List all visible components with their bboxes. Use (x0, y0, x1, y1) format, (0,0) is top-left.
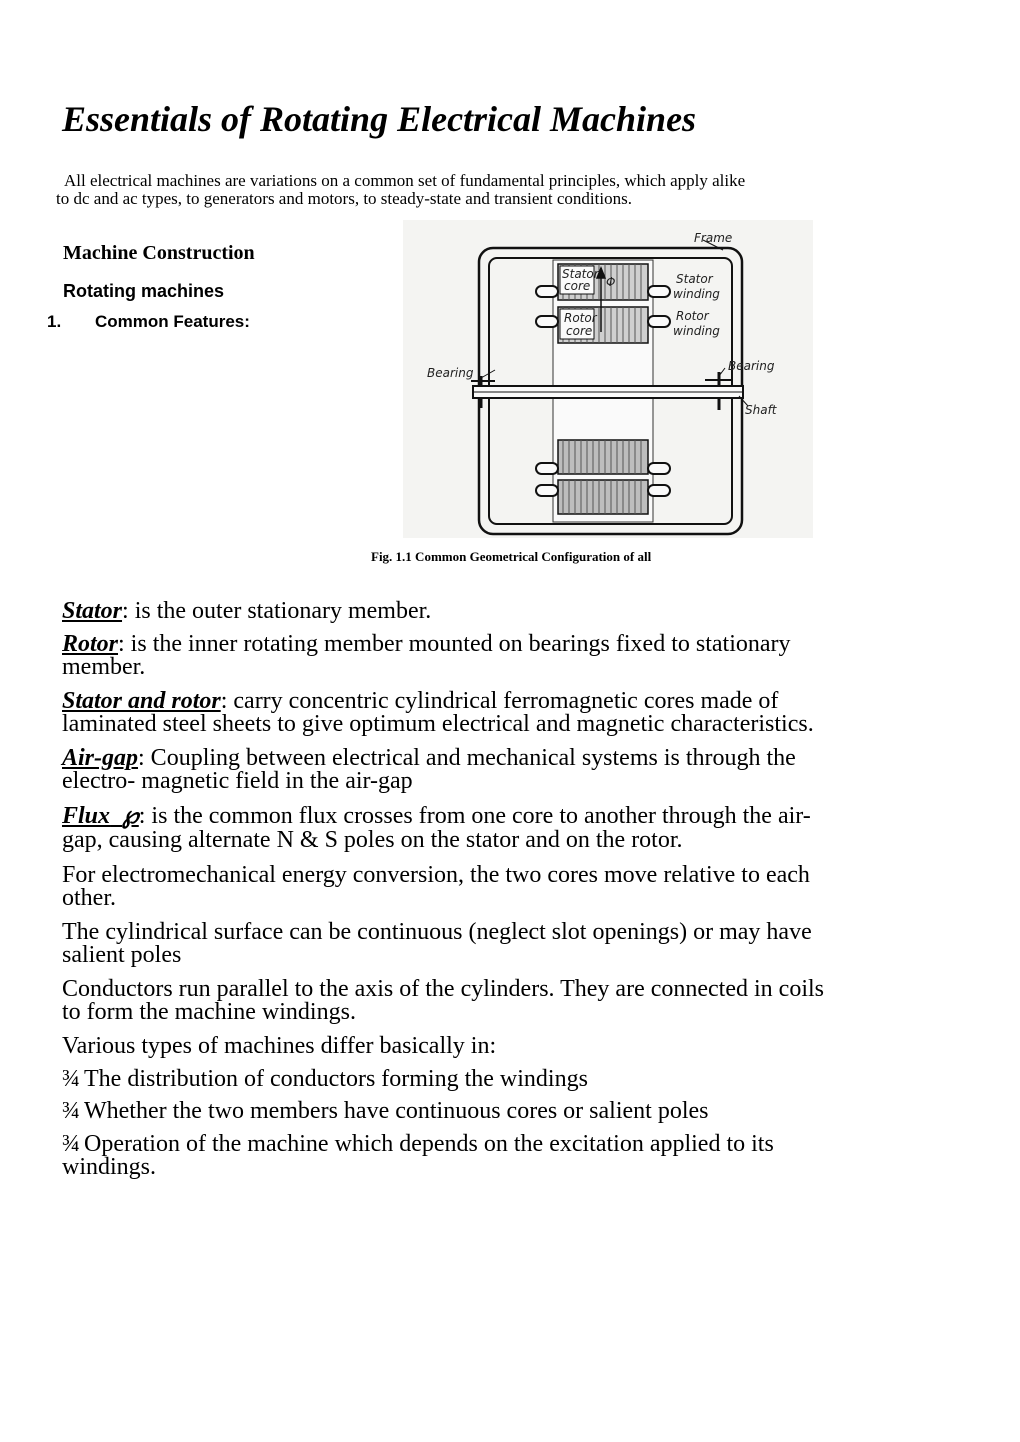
airgap-line-2: electro- magnetic field in the air-gap (62, 768, 413, 794)
machine-construction-figure (403, 220, 813, 538)
bullet-glyph: ¾ (62, 1131, 80, 1157)
flux-line-1 (62, 805, 811, 828)
rotor-term: Rotor (62, 631, 119, 657)
rotor-winding-right-bottom (648, 463, 670, 474)
airgap-term: Air-gap (62, 745, 139, 771)
rotor-winding-right (648, 316, 670, 327)
bullet-2 (62, 1100, 708, 1123)
stator-core-label-2: core (564, 279, 591, 293)
frame-label: Frame (694, 231, 733, 245)
para1-line-1: For electromechanical energy conversion, the two cores move relative to each (62, 862, 810, 888)
bullet-3-text-1: Operation of the machine which depends on the excitation applied to its (84, 1131, 774, 1157)
flux-word: Flux (62, 803, 111, 829)
stator-definition: : is the outer stationary member. (122, 598, 432, 624)
stator-winding-right-bottom (648, 485, 670, 496)
figure-caption: Fig. 1.1 Common Geometrical Configuration of all (371, 549, 652, 564)
bullet-3-line-2: windings. (62, 1154, 157, 1180)
stator-winding-right (648, 286, 670, 297)
stator-winding-left-bottom (536, 485, 558, 496)
bearing-left-label: Bearing (427, 366, 474, 380)
rotor-definition-1: : is the inner rotating member mounted on bearings fixed to stationary (118, 631, 791, 657)
para3-line-1: Conductors run parallel to the axis of the cylinders. They are connected in coils (62, 976, 824, 1002)
list-number: 1. (47, 312, 62, 331)
rotor-line-2: member. (62, 654, 146, 680)
rotor-core-label-2: core (566, 324, 593, 338)
flux-line-2: gap, causing alternate N & S poles on the stator and on the rotor. (62, 827, 683, 853)
flux-symbol: ℘ (122, 803, 139, 829)
stator-line (62, 600, 431, 623)
para1-line-2: other. (62, 885, 116, 911)
rotor-winding-label-2: winding (673, 324, 720, 338)
shaft-label: Shaft (745, 403, 777, 417)
para2-line-2: salient poles (62, 942, 182, 968)
bullet-3 (62, 1133, 774, 1156)
rotor-winding-label-1: Rotor (676, 309, 709, 323)
stator-core-label-1: Stator (562, 267, 599, 281)
page-title: Essentials of Rotating Electrical Machines (62, 99, 697, 139)
stator-winding-left (536, 286, 558, 297)
flux-term (62, 803, 139, 829)
phi-label: Φ (606, 275, 616, 289)
rotor-core-label-1: Rotor (564, 311, 597, 325)
para2-line-1: The cylindrical surface can be continuous (neglect slot openings) or may have (62, 919, 812, 945)
stator-rotor-definition-1: : carry concentric cylindrical ferromagnetic cores made of (220, 688, 779, 714)
subsection-heading: Rotating machines (63, 281, 225, 301)
section-heading: Machine Construction (63, 242, 255, 264)
bullet-1-text: The distribution of conductors forming the windings (84, 1066, 588, 1092)
rotor-line-1 (62, 633, 791, 656)
airgap-definition-1: : Coupling between electrical and mechanical systems is through the (138, 745, 796, 771)
machine-diagram (403, 220, 813, 538)
intro-line-2: to dc and ac types, to generators and motors, to steady-state and transient conditions. (56, 189, 632, 208)
stator-winding-label-1: Stator (676, 272, 713, 286)
bearing-right-label: Bearing (728, 359, 775, 373)
rotor-winding-left (536, 316, 558, 327)
stator-rotor-line-2: laminated steel sheets to give optimum electrical and magnetic characteristics. (62, 711, 814, 737)
stator-rotor-line-1 (62, 690, 778, 713)
list-item-heading: Common Features: (95, 312, 250, 331)
para4: Various types of machines differ basically in: (62, 1033, 497, 1059)
shaft (473, 386, 743, 398)
airgap-line-1 (62, 747, 796, 770)
stator-term: Stator (62, 598, 123, 624)
rotor-winding-left-bottom (536, 463, 558, 474)
bullet-glyph: ¾ (62, 1066, 80, 1092)
bullet-1 (62, 1068, 588, 1091)
bullet-glyph: ¾ (62, 1098, 80, 1124)
intro-line-1: All electrical machines are variations on a common set of fundamental principles, which apply alike (64, 171, 746, 190)
stator-winding-label-2: winding (673, 287, 720, 301)
bullet-2-text: Whether the two members have continuous cores or salient poles (84, 1098, 709, 1124)
stator-rotor-term: Stator and rotor (62, 688, 221, 714)
flux-definition-1: : is the common flux crosses from one core to another through the air- (138, 803, 811, 829)
para3-line-2: to form the machine windings. (62, 999, 356, 1025)
